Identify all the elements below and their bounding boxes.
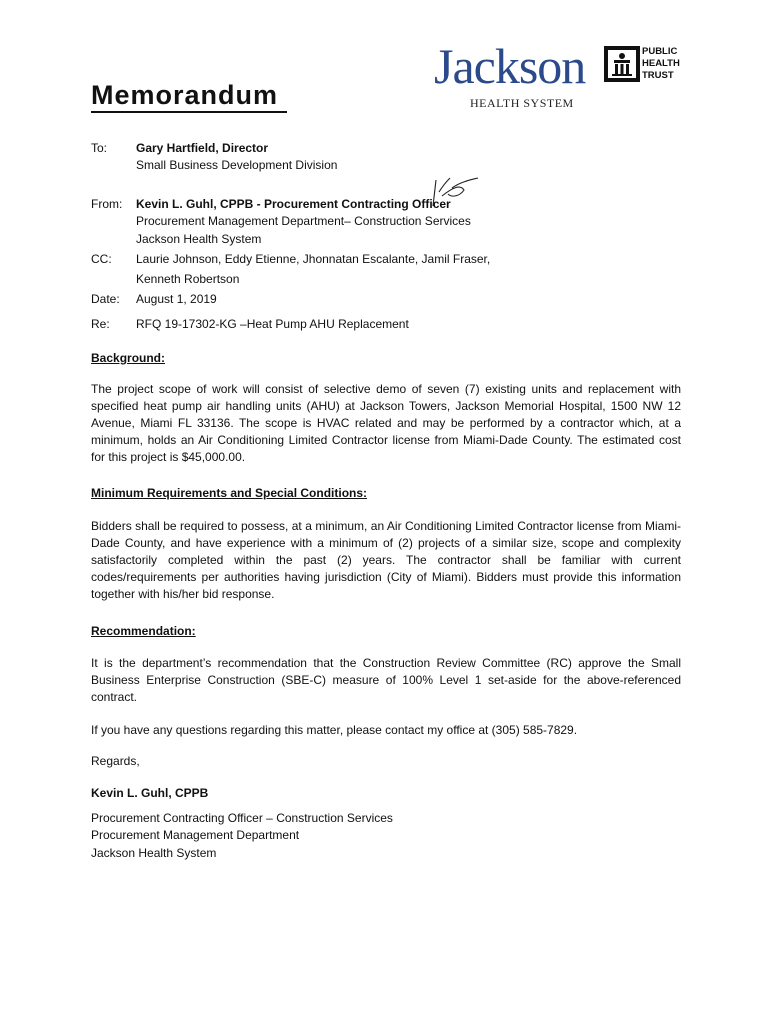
to-name: Gary Hartfield, Director bbox=[136, 141, 269, 155]
to-division: Small Business Development Division bbox=[136, 158, 338, 172]
background-paragraph: The project scope of work will consist of selective demo of seven (7) existing units and replacement with specified heat pump air handling units (AHU) at Jackson Towers, Jackson Memorial Hospital, 1500 NW 12 Avenue, Miami FL 33136. The scope is HVAC related and may be performed by a contractor which, at a minimum, holds an Air Conditioning Limited Contractor license from Miami-Dade County. The estimated cost for this project is $45,000.00. bbox=[91, 382, 681, 464]
re-subject: RFQ 19-17302-KG –Heat Pump AHU Replacement bbox=[136, 317, 409, 331]
requirements-heading: Minimum Requirements and Special Conditions: bbox=[91, 486, 368, 500]
from-department: Procurement Management Department– Construction Services bbox=[136, 214, 471, 228]
from-name: Kevin L. Guhl, CPPB - Procurement Contracting Officer bbox=[136, 197, 451, 211]
health-system-subtitle: HEALTH SYSTEM bbox=[470, 96, 574, 110]
date-value: August 1, 2019 bbox=[136, 292, 217, 306]
re-label: Re: bbox=[91, 317, 110, 331]
closing-organization: Jackson Health System bbox=[91, 846, 217, 860]
cc-label: CC: bbox=[91, 252, 112, 266]
background-heading: Background: bbox=[91, 351, 166, 365]
public-health-trust-text: PUBLIC HEALTH TRUST bbox=[642, 46, 680, 81]
signature-mark bbox=[430, 174, 480, 210]
closing-title: Procurement Contracting Officer – Construction Services bbox=[91, 811, 393, 825]
public-health-trust-icon bbox=[604, 46, 640, 82]
jackson-logo-wordmark: Jackson bbox=[434, 38, 586, 94]
memo-title: Memorandum bbox=[91, 80, 279, 110]
cc-line-2: Kenneth Robertson bbox=[136, 272, 240, 286]
title-underline bbox=[91, 111, 287, 113]
from-organization: Jackson Health System bbox=[136, 232, 262, 246]
regards-line: Regards, bbox=[91, 754, 140, 768]
date-label: Date: bbox=[91, 292, 120, 306]
closing-name: Kevin L. Guhl, CPPB bbox=[91, 786, 209, 800]
requirements-paragraph: Bidders shall be required to possess, at a minimum, an Air Conditioning Limited Contractor license from Miami-Dade County, and have experience with a minimum of (2) projects of a similar size, scope and complexity satisfactorily completed within the past (2) years. The contractor shall be familiar with current codes/requirements per authorities having jurisdiction (City of Miami). Bidders must provide this information together with his/her bid response. bbox=[91, 519, 681, 601]
cc-line-1: Laurie Johnson, Eddy Etienne, Jhonnatan Escalante, Jamil Fraser, bbox=[136, 252, 491, 266]
to-label: To: bbox=[91, 141, 108, 155]
public-health-trust-logo bbox=[604, 46, 682, 84]
recommendation-paragraph: It is the department’s recommendation that the Construction Review Committee (RC) approve the Small Business Enterprise Construction (SBE-C) measure of 100% Level 1 set-aside for the above-referenced contract. bbox=[91, 656, 681, 704]
recommendation-heading: Recommendation: bbox=[91, 624, 196, 638]
questions-line: If you have any questions regarding this matter, please contact my office at (305) 585-7829. bbox=[91, 723, 578, 737]
closing-department: Procurement Management Department bbox=[91, 828, 300, 842]
from-label: From: bbox=[91, 197, 123, 211]
